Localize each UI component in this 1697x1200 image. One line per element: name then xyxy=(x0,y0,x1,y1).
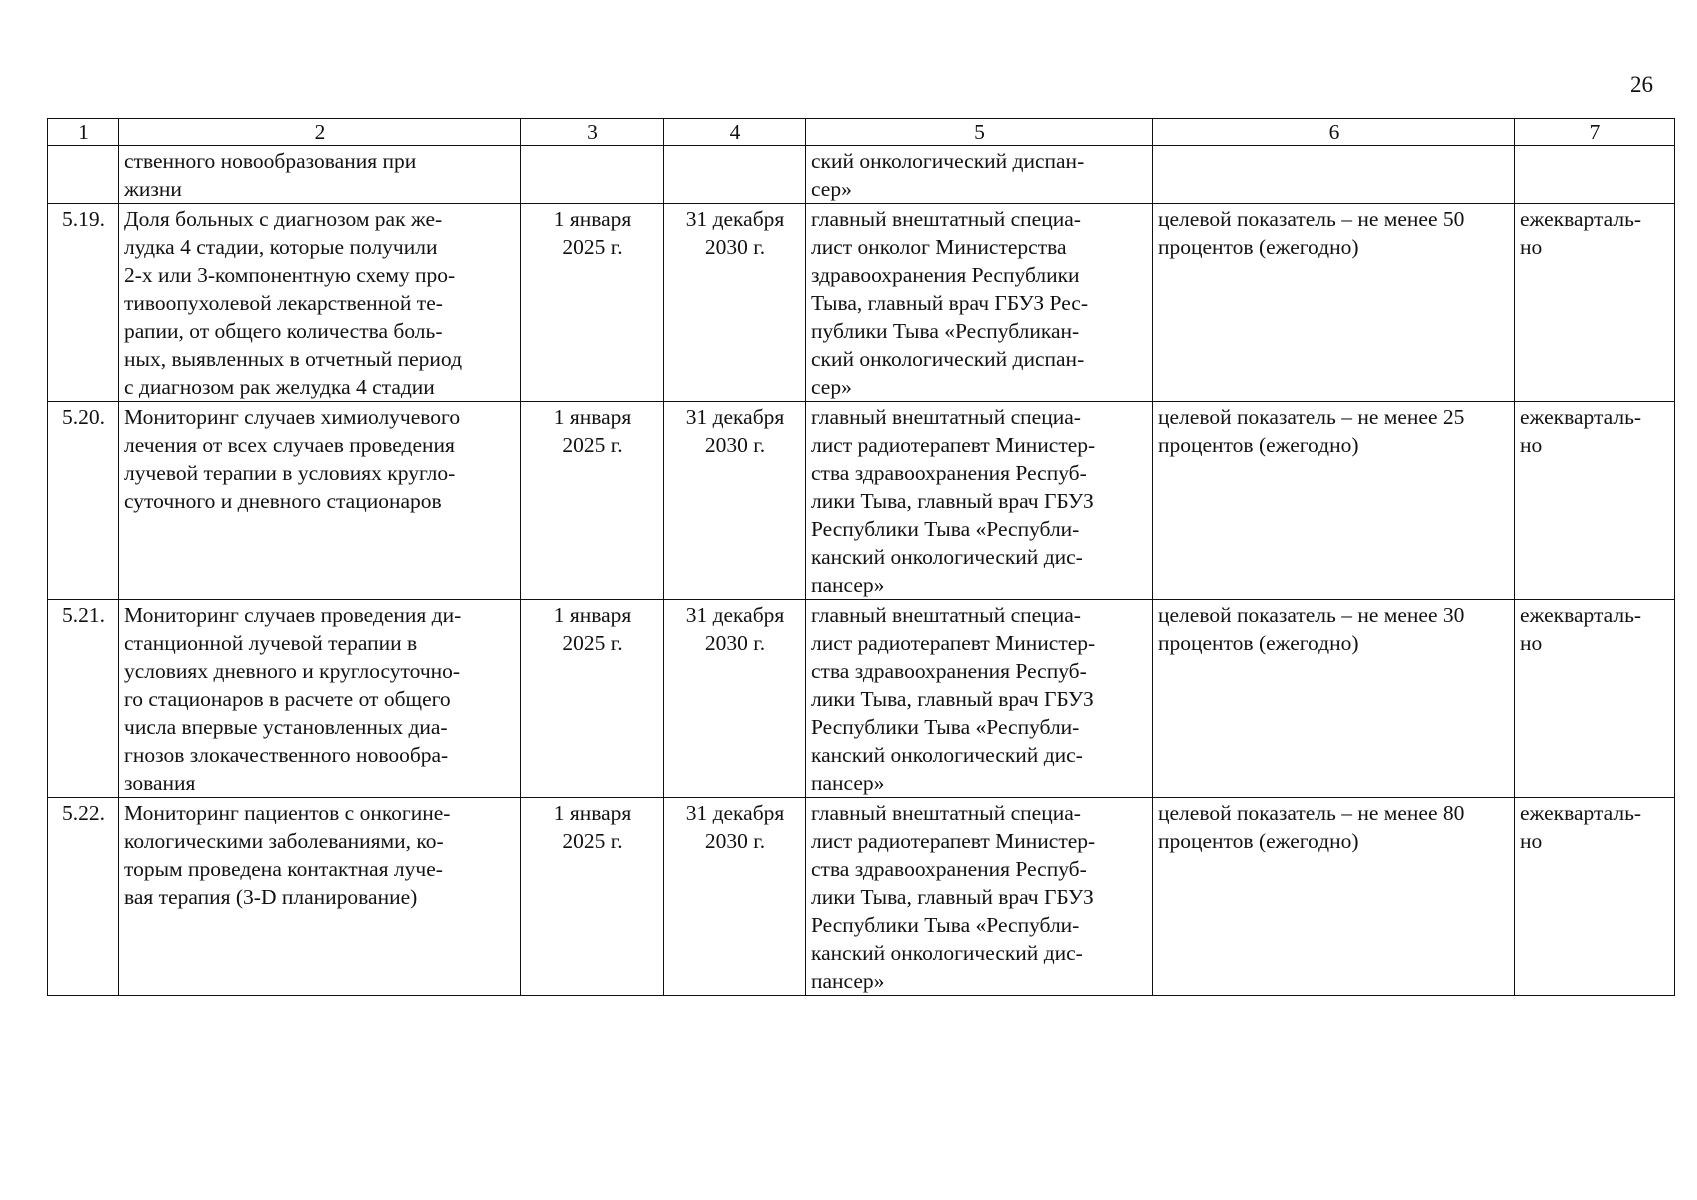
start-date: 1 января 2025 г. xyxy=(521,204,664,402)
reporting-frequency: ежекварталь- но xyxy=(1515,402,1675,600)
table-row xyxy=(48,798,1675,996)
start-date xyxy=(521,146,664,204)
column-number: 5 xyxy=(806,119,1153,146)
reporting-frequency xyxy=(1515,146,1675,204)
measure-name: Доля больных с диагнозом рак же- лудка 4 стадии, которые получили 2-х или 3-компонентную схему про- тивоопухолевой лекарственной те- рапии, от общего количества боль- ных, выявленных в отчетный период с диагнозом рак желудка 4 стадии xyxy=(119,204,521,402)
row-number xyxy=(48,146,119,204)
responsible-executors: главный внештатный специа- лист радиотерапевт Министер- ства здравоохранения Респуб- лики Тыва, главный врач ГБУЗ Республики Тыва «Республи- канский онкологический дис- пансер» xyxy=(806,402,1153,600)
target-indicator: целевой показатель – не менее 50 процентов (ежегодно) xyxy=(1153,204,1515,402)
end-date: 31 декабря 2030 г. xyxy=(664,600,806,798)
target-indicator xyxy=(1153,146,1515,204)
measure-name: Мониторинг случаев проведения ди- станционной лучевой терапии в условиях дневного и круглосуточно- го стационаров в расчете от общего числа впервые установленных диа- гнозов злокачественного новообра- зования xyxy=(119,600,521,798)
table-row xyxy=(48,402,1675,600)
reporting-frequency: ежекварталь- но xyxy=(1515,600,1675,798)
reporting-frequency: ежекварталь- но xyxy=(1515,798,1675,996)
responsible-executors: главный внештатный специа- лист радиотерапевт Министер- ства здравоохранения Респуб- лики Тыва, главный врач ГБУЗ Республики Тыва «Республи- канский онкологический дис- пансер» xyxy=(806,798,1153,996)
row-number: 5.22. xyxy=(48,798,119,996)
end-date: 31 декабря 2030 г. xyxy=(664,798,806,996)
end-date: 31 декабря 2030 г. xyxy=(664,402,806,600)
measures-table xyxy=(47,118,1675,996)
column-number-row xyxy=(48,119,1675,146)
row-number: 5.20. xyxy=(48,402,119,600)
measure-name: ственного новообразования при жизни xyxy=(119,146,521,204)
table-row xyxy=(48,146,1675,204)
column-number: 7 xyxy=(1515,119,1675,146)
target-indicator: целевой показатель – не менее 30 процентов (ежегодно) xyxy=(1153,600,1515,798)
responsible-executors: главный внештатный специа- лист онколог Министерства здравоохранения Республики Тыва, главный врач ГБУЗ Рес- публики Тыва «Республикан- ский онкологический диспан- сер» xyxy=(806,204,1153,402)
start-date: 1 января 2025 г. xyxy=(521,600,664,798)
table-row xyxy=(48,600,1675,798)
column-number: 4 xyxy=(664,119,806,146)
page-number: 26 xyxy=(1630,72,1653,97)
reporting-frequency: ежекварталь- но xyxy=(1515,204,1675,402)
measure-name: Мониторинг пациентов с онкогине- кологическими заболеваниями, ко- торым проведена контактная луче- вая терапия (3-D планирование) xyxy=(119,798,521,996)
column-number: 1 xyxy=(48,119,119,146)
column-number: 2 xyxy=(119,119,521,146)
row-number: 5.19. xyxy=(48,204,119,402)
end-date: 31 декабря 2030 г. xyxy=(664,204,806,402)
responsible-executors: ский онкологический диспан- сер» xyxy=(806,146,1153,204)
measure-name: Мониторинг случаев химиолучевого лечения от всех случаев проведения лучевой терапии в условиях кругло- суточного и дневного стационаров xyxy=(119,402,521,600)
start-date: 1 января 2025 г. xyxy=(521,402,664,600)
start-date: 1 января 2025 г. xyxy=(521,798,664,996)
responsible-executors: главный внештатный специа- лист радиотерапевт Министер- ства здравоохранения Респуб- лики Тыва, главный врач ГБУЗ Республики Тыва «Республи- канский онкологический дис- пансер» xyxy=(806,600,1153,798)
table-row xyxy=(48,204,1675,402)
target-indicator: целевой показатель – не менее 25 процентов (ежегодно) xyxy=(1153,402,1515,600)
end-date xyxy=(664,146,806,204)
column-number: 3 xyxy=(521,119,664,146)
column-number: 6 xyxy=(1153,119,1515,146)
target-indicator: целевой показатель – не менее 80 процентов (ежегодно) xyxy=(1153,798,1515,996)
row-number: 5.21. xyxy=(48,600,119,798)
